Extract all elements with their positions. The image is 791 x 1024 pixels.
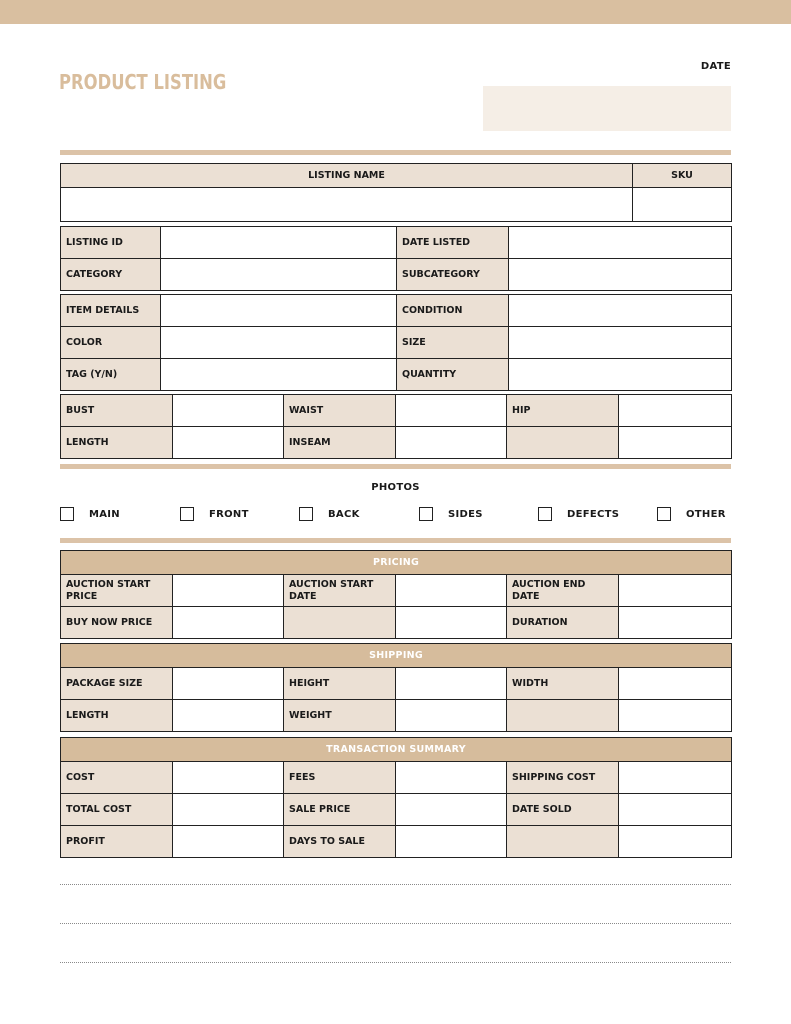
quantity-field[interactable] bbox=[509, 359, 732, 391]
checkbox[interactable] bbox=[60, 507, 74, 521]
condition-field[interactable] bbox=[509, 295, 732, 327]
empty-field-cell[interactable] bbox=[619, 700, 732, 732]
pricing-table bbox=[60, 550, 732, 639]
shipping-length-field[interactable] bbox=[173, 700, 284, 732]
width-field[interactable] bbox=[619, 668, 732, 700]
buy-now-price-field[interactable] bbox=[173, 607, 284, 639]
empty-label-cell bbox=[284, 607, 396, 639]
checkbox[interactable] bbox=[538, 507, 552, 521]
category-label: CATEGORY bbox=[61, 259, 161, 291]
waist-field[interactable] bbox=[396, 395, 507, 427]
width-label: WIDTH bbox=[507, 668, 619, 700]
color-label: COLOR bbox=[61, 327, 161, 359]
condition-label: CONDITION bbox=[397, 295, 509, 327]
shipping-table bbox=[60, 643, 732, 732]
bust-field[interactable] bbox=[173, 395, 284, 427]
total-cost-field[interactable] bbox=[173, 794, 284, 826]
divider-rule bbox=[60, 150, 731, 155]
sku-field[interactable] bbox=[633, 188, 732, 222]
tag-label: TAG (Y/N) bbox=[61, 359, 161, 391]
sale-price-label: SALE PRICE bbox=[284, 794, 396, 826]
shipping-length-label: LENGTH bbox=[61, 700, 173, 732]
checkbox[interactable] bbox=[419, 507, 433, 521]
shipping-cost-label: SHIPPING COST bbox=[507, 762, 619, 794]
size-field[interactable] bbox=[509, 327, 732, 359]
duration-field[interactable] bbox=[619, 607, 732, 639]
empty-field-cell[interactable] bbox=[619, 427, 732, 459]
empty-label-cell bbox=[507, 826, 619, 858]
size-label: SIZE bbox=[397, 327, 509, 359]
height-field[interactable] bbox=[396, 668, 507, 700]
auction-start-date-label: AUCTION START DATE bbox=[284, 575, 396, 607]
profit-label: PROFIT bbox=[61, 826, 173, 858]
category-field[interactable] bbox=[161, 259, 397, 291]
photo-option-label: DEFECTS bbox=[567, 509, 620, 520]
inseam-field[interactable] bbox=[396, 427, 507, 459]
listing-name-field[interactable] bbox=[61, 188, 633, 222]
auction-start-price-field[interactable] bbox=[173, 575, 284, 607]
transaction-table bbox=[60, 737, 732, 858]
total-cost-label: TOTAL COST bbox=[61, 794, 173, 826]
checkbox[interactable] bbox=[657, 507, 671, 521]
profit-field[interactable] bbox=[173, 826, 284, 858]
fees-label: FEES bbox=[284, 762, 396, 794]
divider-rule bbox=[60, 538, 731, 543]
top-color-bar bbox=[0, 0, 791, 24]
package-size-field[interactable] bbox=[173, 668, 284, 700]
empty-label-cell bbox=[507, 427, 619, 459]
height-label: HEIGHT bbox=[284, 668, 396, 700]
date-listed-field[interactable] bbox=[509, 227, 732, 259]
bust-label: BUST bbox=[61, 395, 173, 427]
notes-line[interactable] bbox=[60, 923, 731, 924]
shipping-cost-field[interactable] bbox=[619, 762, 732, 794]
identity-table bbox=[60, 226, 732, 291]
listing-id-label: LISTING ID bbox=[61, 227, 161, 259]
hip-field[interactable] bbox=[619, 395, 732, 427]
days-to-sale-label: DAYS TO SALE bbox=[284, 826, 396, 858]
fees-field[interactable] bbox=[396, 762, 507, 794]
photo-option-label: FRONT bbox=[209, 509, 249, 520]
measurements-table bbox=[60, 394, 732, 459]
auction-start-price-label: AUCTION START PRICE bbox=[61, 575, 173, 607]
listing-name-table bbox=[60, 163, 732, 222]
hip-label: HIP bbox=[507, 395, 619, 427]
auction-start-date-field[interactable] bbox=[396, 575, 507, 607]
cost-field[interactable] bbox=[173, 762, 284, 794]
checkbox[interactable] bbox=[180, 507, 194, 521]
date-listed-label: DATE LISTED bbox=[397, 227, 509, 259]
pricing-section-header: PRICING bbox=[61, 551, 732, 575]
page-title: PRODUCT LISTING bbox=[59, 70, 227, 94]
notes-line[interactable] bbox=[60, 884, 731, 885]
date-field[interactable] bbox=[483, 86, 731, 131]
listing-id-field[interactable] bbox=[161, 227, 397, 259]
details-table bbox=[60, 294, 732, 391]
photo-option-label: SIDES bbox=[448, 509, 483, 520]
length-field[interactable] bbox=[173, 427, 284, 459]
item-details-label: ITEM DETAILS bbox=[61, 295, 161, 327]
empty-field-cell[interactable] bbox=[396, 607, 507, 639]
sale-price-field[interactable] bbox=[396, 794, 507, 826]
cost-label: COST bbox=[61, 762, 173, 794]
date-label: DATE bbox=[700, 61, 731, 72]
inseam-label: INSEAM bbox=[284, 427, 396, 459]
auction-end-date-field[interactable] bbox=[619, 575, 732, 607]
sku-header: SKU bbox=[633, 164, 732, 188]
date-sold-label: DATE SOLD bbox=[507, 794, 619, 826]
weight-label: WEIGHT bbox=[284, 700, 396, 732]
photo-option-label: BACK bbox=[328, 509, 360, 520]
waist-label: WAIST bbox=[284, 395, 396, 427]
package-size-label: PACKAGE SIZE bbox=[61, 668, 173, 700]
empty-field-cell[interactable] bbox=[619, 826, 732, 858]
divider-rule bbox=[60, 464, 731, 469]
photos-title: PHOTOS bbox=[371, 482, 420, 493]
item-details-field[interactable] bbox=[161, 295, 397, 327]
listing-name-header: LISTING NAME bbox=[61, 164, 633, 188]
empty-label-cell bbox=[507, 700, 619, 732]
auction-end-date-label: AUCTION END DATE bbox=[507, 575, 619, 607]
checkbox[interactable] bbox=[299, 507, 313, 521]
photo-option-label: MAIN bbox=[89, 509, 120, 520]
quantity-label: QUANTITY bbox=[397, 359, 509, 391]
weight-field[interactable] bbox=[396, 700, 507, 732]
color-field[interactable] bbox=[161, 327, 397, 359]
photo-option-label: OTHER bbox=[686, 509, 726, 520]
subcategory-field[interactable] bbox=[509, 259, 732, 291]
buy-now-price-label: BUY NOW PRICE bbox=[61, 607, 173, 639]
transaction-section-header: TRANSACTION SUMMARY bbox=[61, 738, 732, 762]
notes-line[interactable] bbox=[60, 962, 731, 963]
shipping-section-header: SHIPPING bbox=[61, 644, 732, 668]
tag-field[interactable] bbox=[161, 359, 397, 391]
duration-label: DURATION bbox=[507, 607, 619, 639]
days-to-sale-field[interactable] bbox=[396, 826, 507, 858]
subcategory-label: SUBCATEGORY bbox=[397, 259, 509, 291]
date-sold-field[interactable] bbox=[619, 794, 732, 826]
length-label: LENGTH bbox=[61, 427, 173, 459]
